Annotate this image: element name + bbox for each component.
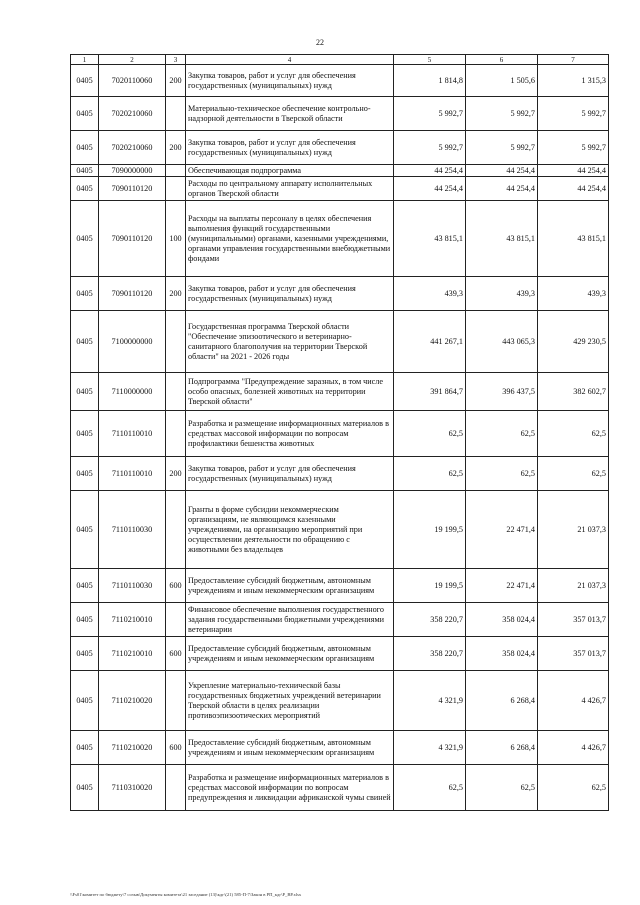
amount-col6-cell: 62,5 — [466, 457, 538, 491]
amount-col7-cell: 62,5 — [538, 765, 609, 811]
expense-type-cell — [166, 671, 186, 731]
section-code-cell: 0405 — [71, 411, 99, 457]
amount-col5-cell: 5 992,7 — [394, 131, 466, 165]
amount-col6-cell: 1 505,6 — [466, 65, 538, 97]
expense-type-cell — [166, 603, 186, 637]
target-article-cell: 7110000000 — [99, 373, 166, 411]
table-row — [71, 131, 609, 165]
section-code-cell: 0405 — [71, 65, 99, 97]
amount-col7-cell: 21 037,3 — [538, 569, 609, 603]
target-article-cell: 7020210060 — [99, 97, 166, 131]
expense-type-cell — [166, 765, 186, 811]
amount-col5-cell: 62,5 — [394, 765, 466, 811]
table-row — [71, 277, 609, 311]
header-cell: 2 — [99, 55, 166, 65]
section-code-cell: 0405 — [71, 765, 99, 811]
expense-type-cell — [166, 97, 186, 131]
header-cell: 3 — [166, 55, 186, 65]
description-cell: Разработка и размещение информационных материалов в средствах массовой информации по вопросам предупреждения и ликвидации африканской чумы свиней — [186, 765, 394, 811]
expense-type-cell: 200 — [166, 131, 186, 165]
target-article-cell: 7110110010 — [99, 457, 166, 491]
amount-col5-cell: 391 864,7 — [394, 373, 466, 411]
amount-col6-cell: 439,3 — [466, 277, 538, 311]
amount-col5-cell: 1 814,8 — [394, 65, 466, 97]
table-row — [71, 671, 609, 731]
target-article-cell: 7090110120 — [99, 277, 166, 311]
description-cell: Закупка товаров, работ и услуг для обеспечения государственных (муниципальных) нужд — [186, 277, 394, 311]
section-code-cell: 0405 — [71, 177, 99, 201]
amount-col5-cell: 44 254,4 — [394, 165, 466, 177]
amount-col6-cell: 358 024,4 — [466, 603, 538, 637]
amount-col7-cell: 439,3 — [538, 277, 609, 311]
amount-col7-cell: 4 426,7 — [538, 731, 609, 765]
amount-col6-cell: 5 992,7 — [466, 97, 538, 131]
description-cell: Разработка и размещение информационных материалов в средствах массовой информации по вопросам профилактики бешенства животных — [186, 411, 394, 457]
section-code-cell: 0405 — [71, 731, 99, 765]
description-cell: Расходы на выплаты персоналу в целях обеспечения выполнения функций государственными (муниципальными) органами, казенными учреждениями, органами управления государственными внебюджетными фондами — [186, 201, 394, 277]
amount-col7-cell: 62,5 — [538, 411, 609, 457]
budget-table — [70, 54, 609, 811]
description-cell: Обеспечивающая подпрограмма — [186, 165, 394, 177]
amount-col7-cell: 5 992,7 — [538, 131, 609, 165]
expense-type-cell — [166, 177, 186, 201]
amount-col6-cell: 62,5 — [466, 411, 538, 457]
table-row — [71, 201, 609, 277]
table-row — [71, 177, 609, 201]
description-cell: Закупка товаров, работ и услуг для обеспечения государственных (муниципальных) нужд — [186, 65, 394, 97]
amount-col6-cell: 43 815,1 — [466, 201, 538, 277]
amount-col6-cell: 22 471,4 — [466, 491, 538, 569]
target-article-cell: 7020210060 — [99, 131, 166, 165]
header-cell: 7 — [538, 55, 609, 65]
table-row — [71, 457, 609, 491]
description-cell: Закупка товаров, работ и услуг для обеспечения государственных (муниципальных) нужд — [186, 131, 394, 165]
section-code-cell: 0405 — [71, 491, 99, 569]
section-code-cell: 0405 — [71, 311, 99, 373]
table-row — [71, 569, 609, 603]
table-row — [71, 311, 609, 373]
target-article-cell: 7110110030 — [99, 491, 166, 569]
table-row — [71, 373, 609, 411]
amount-col6-cell: 6 268,4 — [466, 671, 538, 731]
amount-col7-cell: 1 315,3 — [538, 65, 609, 97]
header-cell: 5 — [394, 55, 466, 65]
target-article-cell: 7090110120 — [99, 177, 166, 201]
table-row — [71, 97, 609, 131]
expense-type-cell — [166, 491, 186, 569]
expense-type-cell — [166, 411, 186, 457]
expense-type-cell: 200 — [166, 65, 186, 97]
amount-col6-cell: 396 437,5 — [466, 373, 538, 411]
description-cell: Предоставление субсидий бюджетным, автономным учреждениям и иным некоммерческим организациям — [186, 569, 394, 603]
expense-type-cell: 600 — [166, 569, 186, 603]
table-row — [71, 491, 609, 569]
amount-col7-cell: 21 037,3 — [538, 491, 609, 569]
amount-col5-cell: 62,5 — [394, 457, 466, 491]
amount-col6-cell: 443 065,3 — [466, 311, 538, 373]
target-article-cell: 7110110010 — [99, 411, 166, 457]
target-article-cell: 7090000000 — [99, 165, 166, 177]
amount-col7-cell: 43 815,1 — [538, 201, 609, 277]
expense-type-cell — [166, 165, 186, 177]
header-cell: 4 — [186, 55, 394, 65]
expense-type-cell — [166, 311, 186, 373]
amount-col5-cell: 43 815,1 — [394, 201, 466, 277]
target-article-cell: 7020110060 — [99, 65, 166, 97]
amount-col5-cell: 44 254,4 — [394, 177, 466, 201]
amount-col7-cell: 44 254,4 — [538, 177, 609, 201]
amount-col7-cell: 44 254,4 — [538, 165, 609, 177]
header-row — [71, 55, 609, 65]
target-article-cell: 7090110120 — [99, 201, 166, 277]
amount-col7-cell: 382 602,7 — [538, 373, 609, 411]
section-code-cell: 0405 — [71, 603, 99, 637]
description-cell: Подпрограмма "Предупреждение заразных, в том числе особо опасных, болезней животных на территории Тверской области" — [186, 373, 394, 411]
amount-col7-cell: 4 426,7 — [538, 671, 609, 731]
description-cell: Материально-техническое обеспечение контрольно-надзорной деятельности в Тверской области — [186, 97, 394, 131]
amount-col6-cell: 358 024,4 — [466, 637, 538, 671]
description-cell: Закупка товаров, работ и услуг для обеспечения государственных (муниципальных) нужд — [186, 457, 394, 491]
amount-col6-cell: 62,5 — [466, 765, 538, 811]
description-cell: Предоставление субсидий бюджетным, автономным учреждениям и иным некоммерческим организациям — [186, 731, 394, 765]
amount-col6-cell: 44 254,4 — [466, 177, 538, 201]
target-article-cell: 7110310020 — [99, 765, 166, 811]
table-row — [71, 603, 609, 637]
amount-col6-cell: 44 254,4 — [466, 165, 538, 177]
description-cell: Расходы по центральному аппарату исполнительных органов Тверской области — [186, 177, 394, 201]
amount-col6-cell: 5 992,7 — [466, 131, 538, 165]
page-number: 22 — [316, 38, 324, 47]
expense-type-cell: 200 — [166, 277, 186, 311]
amount-col6-cell: 6 268,4 — [466, 731, 538, 765]
section-code-cell: 0405 — [71, 671, 99, 731]
table-row — [71, 765, 609, 811]
amount-col7-cell: 62,5 — [538, 457, 609, 491]
expense-type-cell: 600 — [166, 731, 186, 765]
description-cell: Государственная программа Тверской области "Обеспечение эпизоотического и ветеринарно-санитарного благополучия на территории Тверской области" на 2021 - 2026 годы — [186, 311, 394, 373]
section-code-cell: 0405 — [71, 97, 99, 131]
expense-type-cell: 200 — [166, 457, 186, 491]
amount-col6-cell: 22 471,4 — [466, 569, 538, 603]
section-code-cell: 0405 — [71, 277, 99, 311]
amount-col5-cell: 358 220,7 — [394, 637, 466, 671]
section-code-cell: 0405 — [71, 131, 99, 165]
amount-col7-cell: 357 013,7 — [538, 637, 609, 671]
target-article-cell: 7110210010 — [99, 603, 166, 637]
section-code-cell: 0405 — [71, 165, 99, 177]
expense-type-cell: 600 — [166, 637, 186, 671]
amount-col7-cell: 5 992,7 — [538, 97, 609, 131]
table-row — [71, 165, 609, 177]
amount-col5-cell: 5 992,7 — [394, 97, 466, 131]
section-code-cell: 0405 — [71, 373, 99, 411]
amount-col5-cell: 358 220,7 — [394, 603, 466, 637]
target-article-cell: 7110210010 — [99, 637, 166, 671]
description-cell: Гранты в форме субсидии некоммерческим организациям, не являющимся казенными учреждениями, на организацию мероприятий при осуществлении деятельности по обращению с животными без владельцев — [186, 491, 394, 569]
amount-col7-cell: 357 013,7 — [538, 603, 609, 637]
table-row — [71, 411, 609, 457]
description-cell: Укрепление материально-технической базы государственных бюджетных учреждений ветеринарии Тверской области в целях реализации противоэпизоотических мероприятий — [186, 671, 394, 731]
table-row — [71, 637, 609, 671]
expense-type-cell: 100 — [166, 201, 186, 277]
target-article-cell: 7100000000 — [99, 311, 166, 373]
section-code-cell: 0405 — [71, 457, 99, 491]
header-cell: 6 — [466, 55, 538, 65]
amount-col5-cell: 19 199,5 — [394, 569, 466, 603]
section-code-cell: 0405 — [71, 569, 99, 603]
file-path-footer: \\Fs01\комитет по бюджету\7 созыв\Документы комитета\21 заседание (13)\кдг\(21) 585-П-7\Закон в РП_кдг\Р_ВР.xlsx — [70, 892, 302, 897]
section-code-cell: 0405 — [71, 201, 99, 277]
target-article-cell: 7110110030 — [99, 569, 166, 603]
description-cell: Предоставление субсидий бюджетным, автономным учреждениям и иным некоммерческим организациям — [186, 637, 394, 671]
header-cell: 1 — [71, 55, 99, 65]
target-article-cell: 7110210020 — [99, 731, 166, 765]
expense-type-cell — [166, 373, 186, 411]
amount-col5-cell: 19 199,5 — [394, 491, 466, 569]
amount-col7-cell: 429 230,5 — [538, 311, 609, 373]
description-cell: Финансовое обеспечение выполнения государственного задания государственными бюджетными учреждениями ветеринарии — [186, 603, 394, 637]
amount-col5-cell: 441 267,1 — [394, 311, 466, 373]
section-code-cell: 0405 — [71, 637, 99, 671]
amount-col5-cell: 4 321,9 — [394, 731, 466, 765]
amount-col5-cell: 62,5 — [394, 411, 466, 457]
table-row — [71, 65, 609, 97]
target-article-cell: 7110210020 — [99, 671, 166, 731]
amount-col5-cell: 4 321,9 — [394, 671, 466, 731]
amount-col5-cell: 439,3 — [394, 277, 466, 311]
table-row — [71, 731, 609, 765]
